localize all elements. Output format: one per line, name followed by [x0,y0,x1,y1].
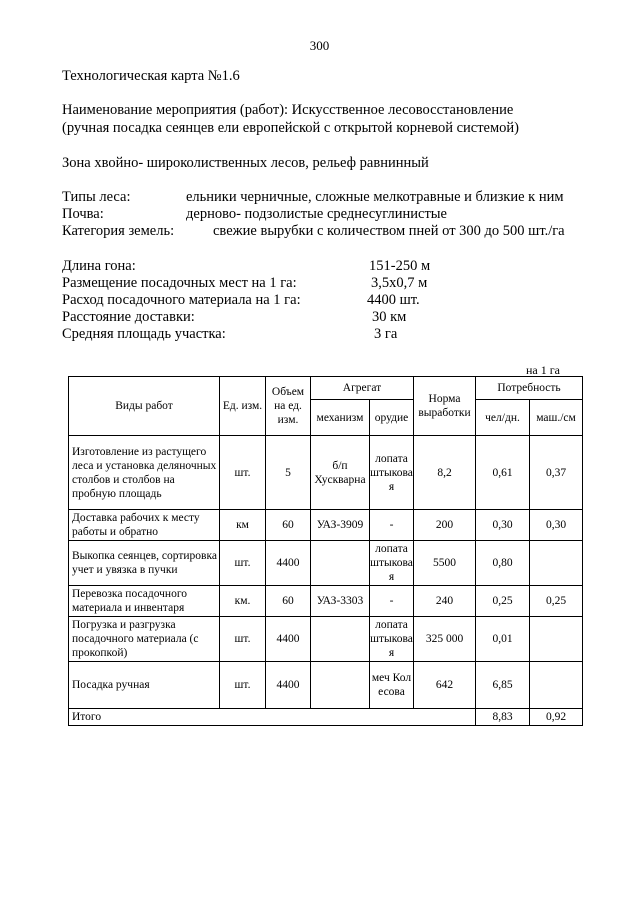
row-mechanism [311,617,370,662]
row-person-days: 6,85 [476,662,530,709]
row-machine-shifts: 0,37 [530,436,583,510]
forest-type-value: ельники черничные, сложные мелкотравные и близкие к ним [186,189,564,205]
row-volume: 4400 [266,617,311,662]
row-machine-shifts [530,541,583,586]
param-label: Размещение посадочных мест на 1 га: [62,275,297,291]
row-norm: 8,2 [414,436,476,510]
header-work-types: Виды работ [69,377,220,436]
row-volume: 60 [266,586,311,617]
row-volume: 5 [266,436,311,510]
row-volume: 60 [266,510,311,541]
row-unit: шт. [220,541,266,586]
param-label: Средняя площадь участка: [62,326,226,342]
table-row [69,617,583,662]
row-tool: меч Колесова [370,662,414,709]
total-label: Итого [69,709,476,726]
row-name: Посадка ручная [69,662,220,709]
row-name: Погрузка и разгрузка посадочного материала (с прокопкой) [69,617,220,662]
table-row [69,436,583,510]
row-tool: лопата штыковая [370,541,414,586]
per-ha-note: на 1 га [526,363,560,377]
param-label: Длина гона: [62,258,136,274]
row-machine-shifts [530,662,583,709]
header-volume: Объем на ед. изм. [266,377,311,436]
row-person-days: 0,80 [476,541,530,586]
row-mechanism [311,662,370,709]
header-mechanism: механизм [311,400,370,436]
row-person-days: 0,61 [476,436,530,510]
activity-line-1: Наименование мероприятия (работ): Искусственное лесовосстановление [62,102,514,118]
header-unit: Ед. изм. [220,377,266,436]
forest-type-label: Типы леса: [62,189,131,205]
row-tool: - [370,586,414,617]
row-norm: 325 000 [414,617,476,662]
row-norm: 200 [414,510,476,541]
row-unit: шт. [220,617,266,662]
total-row [69,709,583,726]
row-name: Перевозка посадочного материала и инвентаря [69,586,220,617]
row-tool: лопата штыковая [370,617,414,662]
header-person-days: чел/дн. [476,400,530,436]
row-mechanism: УАЗ-3909 [311,510,370,541]
row-mechanism: УАЗ-3303 [311,586,370,617]
row-unit: шт. [220,662,266,709]
header-aggregate: Агрегат [311,377,414,400]
land-category-label: Категория земель: [62,223,175,239]
row-mechanism [311,541,370,586]
header-need: Потребность [476,377,583,400]
header-tool: орудие [370,400,414,436]
header-norm: Норма выработки [414,377,476,436]
row-volume: 4400 [266,541,311,586]
row-norm: 5500 [414,541,476,586]
row-tool: - [370,510,414,541]
row-machine-shifts [530,617,583,662]
table-row [69,586,583,617]
page-number: 300 [309,38,330,53]
row-machine-shifts: 0,25 [530,586,583,617]
work-table [68,376,583,726]
total-person-days: 8,83 [476,709,530,726]
param-value: 151-250 м [369,258,431,274]
row-unit: км. [220,586,266,617]
row-unit: шт. [220,436,266,510]
header-machine-shifts: маш./см [530,400,583,436]
row-person-days: 0,01 [476,617,530,662]
row-name: Выкопка сеянцев, сортировка учет и увязка в пучки [69,541,220,586]
param-value: 4400 шт. [367,292,420,308]
row-volume: 4400 [266,662,311,709]
param-label: Расход посадочного материала на 1 га: [62,292,301,308]
zone-line: Зона хвойно- широколиственных лесов, рельеф равнинный [62,155,429,171]
row-name: Доставка рабочих к месту работы и обратно [69,510,220,541]
param-value: 30 км [372,309,407,325]
row-norm: 642 [414,662,476,709]
param-value: 3 га [374,326,398,342]
soil-label: Почва: [62,206,104,222]
row-person-days: 0,25 [476,586,530,617]
row-tool: лопата штыковая [370,436,414,510]
table-row [69,510,583,541]
param-value: 3,5х0,7 м [371,275,428,291]
land-category-value: свежие вырубки с количеством пней от 300 до 500 шт./га [213,223,565,239]
total-machine-shifts: 0,92 [530,709,583,726]
param-label: Расстояние доставки: [62,309,195,325]
row-mechanism: б/п Хускварна [311,436,370,510]
card-title: Технологическая карта №1.6 [62,68,240,84]
row-norm: 240 [414,586,476,617]
table-row [69,662,583,709]
row-unit: км [220,510,266,541]
activity-line-2: (ручная посадка сеянцев ели европейской с открытой корневой системой) [62,120,519,136]
row-machine-shifts: 0,30 [530,510,583,541]
row-name: Изготовление из растущего леса и установка деляночных столбов и столбов на пробную площадь [69,436,220,510]
soil-value: дерново- подзолистые среднесуглинистые [186,206,447,222]
row-person-days: 0,30 [476,510,530,541]
table-row [69,541,583,586]
